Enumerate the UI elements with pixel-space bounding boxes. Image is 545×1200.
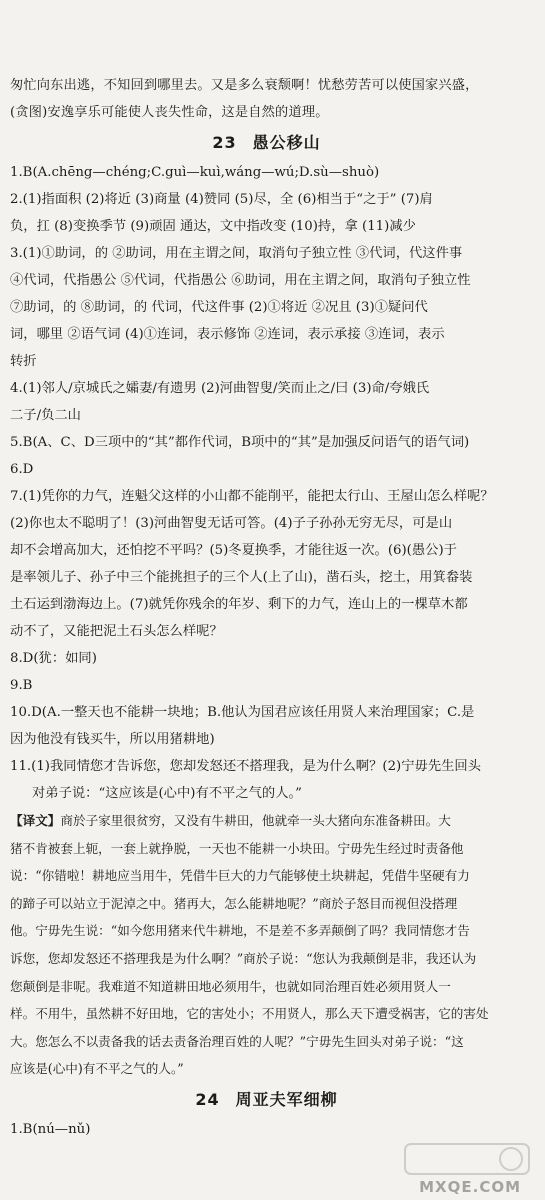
section-heading [10, 1085, 523, 1115]
translation-line: 诉您，您却发怒还不搭理我是为什么啊？”商於子说：“您认为我颠倒是非，我还认为 [10, 950, 477, 966]
intro-line: (贪图)安逸享乐可能使人丧失性命，这是自然的道理。 [10, 105, 329, 120]
answer-line: 8.D(犹：如同) [10, 651, 97, 666]
translation-line: 猪不肯被套上轭，一套上就挣脱，一天也不能耕一小块田。宁毋先生经过时责备他 [10, 840, 464, 856]
translation-line: 他。宁毋先生说：“如今您用猪来代牛耕地，不是差不多弄颠倒了吗？我同情您才告 [10, 923, 470, 939]
answer-line: 6.D [10, 462, 34, 477]
answer-line: 5.B(A、C、D三项中的“其”都作代词，B项中的“其”是加强反问语气的语气词) [10, 435, 470, 450]
answer-line: 3.(1)①助词，的 ②助词，用在主谓之间，取消句子独立性 ③代词，代这件事 [10, 246, 463, 261]
translation-line: 的蹄子可以站立于泥淖之中。猪再大，怎么能耕地呢？”商於子怒目而视但没搭理 [10, 895, 458, 911]
section-title: 周亚夫军细柳 [235, 1089, 338, 1109]
answer-line: 土石运到渤海边上。(7)就凭你残余的年岁、剩下的力气，连山上的一棵草木都 [10, 597, 468, 612]
translation-line: 大。您怎么不以责备我的话去责备治理百姓的人呢？”宁毋先生回头对弟子说：“这 [10, 1033, 464, 1049]
translation-tag: 【译文】 [10, 813, 61, 828]
answer-line: 却不会增高加大，还怕挖不平吗？(5)冬夏换季，才能往返一次。(6)(愚公)于 [10, 543, 457, 558]
section-number: 24 [195, 1089, 220, 1109]
answer-line: 词，哪里 ②语气词 (4)①连词，表示修饰 ②连词，表示承接 ③连词，表示 [10, 327, 445, 342]
answer-line: 1.B(nú—nǔ) [10, 1121, 91, 1137]
answer-line: 是率领儿子、孙子中三个能挑担子的三个人(上了山)，凿石头，挖土，用箕畚装 [10, 570, 473, 585]
answer-line: 4.(1)邻人/京城氏之孀妻/有遗男 (2)河曲智叟/笑而止之/曰 (3)命/夸娥氏 [10, 381, 430, 396]
translation-line: 应该是(心中)有不平之气的人。” [10, 1061, 184, 1077]
answer-line: 10.D(A.一整天也不能耕一块地；B.他认为国君应该任用贤人来治理国家；C.是 [10, 705, 475, 720]
answer-line: (2)你也太不聪明了！(3)河曲智叟无话可答。(4)子子孙孙无穷无尽，可是山 [10, 516, 453, 531]
section-title: 愚公移山 [252, 133, 321, 152]
answer-line: ⑦助词，的 ⑧助词，的 代词，代这件事 (2)①将近 ②况且 (3)①疑问代 [10, 300, 428, 315]
section-number: 23 [212, 133, 237, 152]
answer-line: 二子/负二山 [10, 408, 81, 423]
intro-line: 匆忙向东出逃，不知回到哪里去。又是多么衰颓啊！忧愁劳苦可以使国家兴盛， [10, 78, 479, 93]
translation-line: 说：“你错啦！耕地应当用牛，凭借牛巨大的力气能够使土块耕起，凭借牛坚硬有力 [10, 868, 470, 884]
answer-line: 7.(1)凭你的力气，连魁父这样的小山都不能削平，能把太行山、王屋山怎么样呢？ [10, 489, 494, 504]
answer-line: 9.B [10, 678, 33, 693]
translation-text: 商於子家里很贫穷，又没有牛耕田，他就牵一头大猪向东准备耕田。大 [60, 813, 451, 828]
answer-line: 对弟子说：“这应该是(心中)有不平之气的人。” [32, 786, 302, 801]
answer-line: 负，扛 (8)变换季节 (9)顽固 通达，文中指改变 (10)持，拿 (11)减少 [10, 219, 416, 234]
translation-line: 您颠倒是非呢。我难道不知道耕田地必须用牛，也就如同治理百姓必须用贤人一 [10, 978, 451, 994]
section-heading [10, 128, 523, 158]
answer-line: 1.B(A.chēng—chéng;C.guì—kuì,wáng—wú;D.sù—shuò) [10, 165, 380, 180]
translation-line: 样。不用牛，虽然耕不好田地，它的害处小；不用贤人，那么天下遭受祸害，它的害处 [10, 1006, 489, 1022]
answer-line: ④代词，代指愚公 ⑤代词，代指愚公 ⑥助词，用在主谓之间，取消句子独立性 [10, 273, 471, 288]
answer-line: 因为他没有钱买牛，所以用猪耕地) [10, 732, 215, 747]
watermark-text: MXQE.COM [419, 1178, 521, 1196]
answer-line: 动不了，又能把泥土石头怎么样呢？ [10, 624, 223, 639]
translation-line [10, 807, 523, 835]
answer-line: 转折 [10, 354, 37, 369]
answer-line: 11.(1)我同情您才告诉您，您却发怒还不搭理我，是为什么啊？(2)宁毋先生回头 [10, 759, 482, 774]
answer-line: 2.(1)指面积 (2)将近 (3)商量 (4)赞同 (5)尽，全 (6)相当于“之于” (7)肩 [10, 192, 433, 207]
